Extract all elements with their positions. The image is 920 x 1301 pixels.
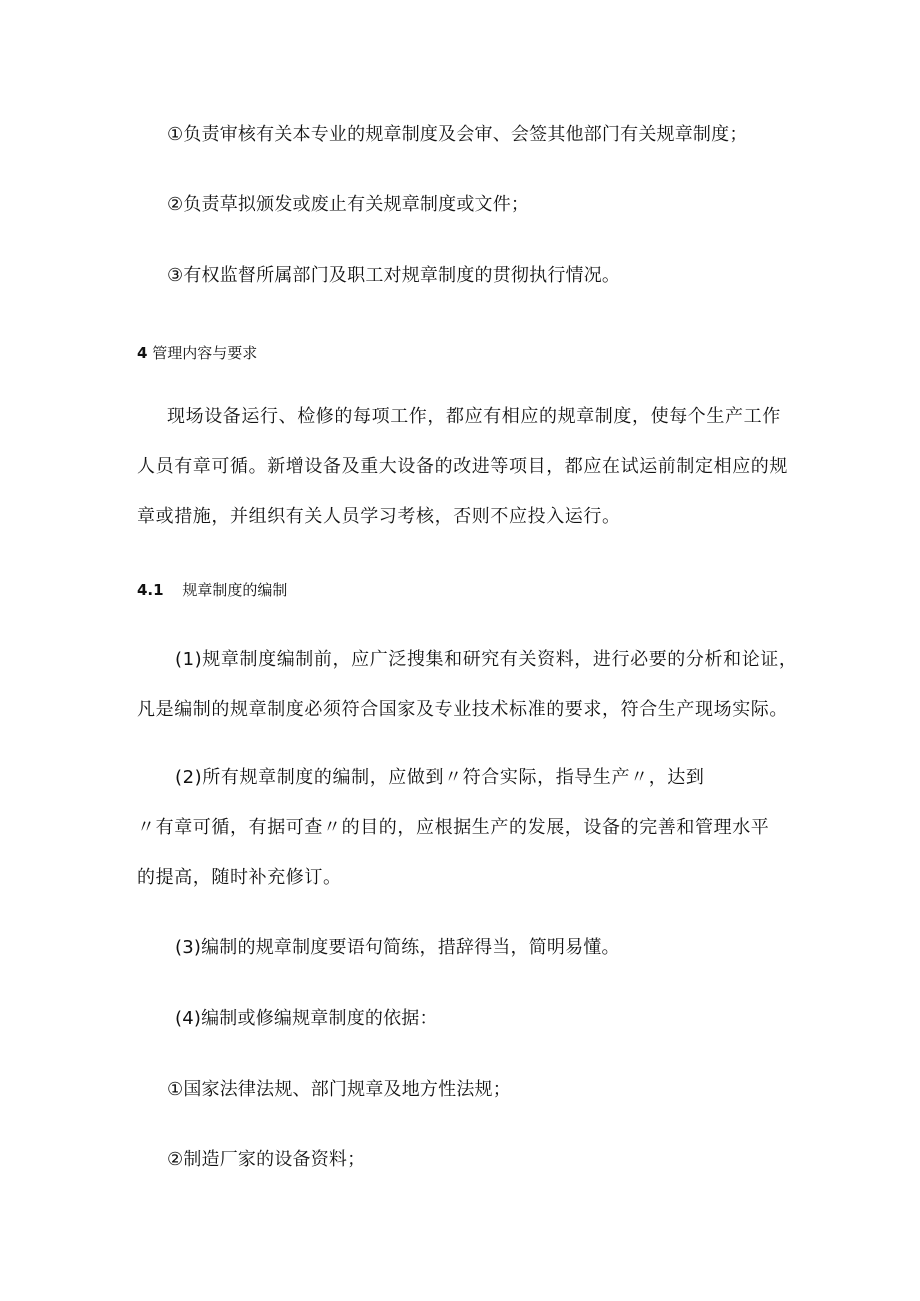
- intro-line-2: 人员有章可循。新增设备及重大设备的改进等项目，都应在试运前制定相应的规: [137, 456, 788, 477]
- clause-2-line-1: (2)所有规章制度的编制，应做到〃符合实际，指导生产〃，达到: [175, 767, 705, 788]
- section-4-heading: [137, 343, 257, 363]
- intro-line-1: 现场设备运行、检修的每项工作，都应有相应的规章制度，使每个生产工作: [167, 406, 781, 427]
- item-top-3: ③有权监督所属部门及职工对规章制度的贯彻执行情况。: [167, 265, 621, 286]
- section-4-1-number: 4.1: [137, 581, 164, 599]
- clause-4: (4)编制或修编规章制度的依据：: [175, 1008, 438, 1029]
- item-top-1: ①负责审核有关本专业的规章制度及会审、会签其他部门有关规章制度；: [167, 124, 748, 145]
- basis-item-1: ①国家法律法规、部门规章及地方性法规；: [167, 1079, 511, 1100]
- section-4-1-heading: [137, 580, 287, 600]
- section-4-1-title: 规章制度的编制: [182, 581, 288, 599]
- section-4-number: 4: [137, 344, 148, 362]
- item-top-2: ②负责草拟颁发或废止有关规章制度或文件；: [167, 194, 530, 215]
- section-4-title: 管理内容与要求: [152, 344, 258, 362]
- clause-3: (3)编制的规章制度要语句简练，措辞得当，简明易懂。: [175, 937, 620, 958]
- clause-1-line-1: (1)规章制度编制前，应广泛搜集和研究有关资料，进行必要的分析和论证，: [175, 649, 798, 670]
- clause-2-line-2: 〃有章可循，有据可查〃的目的，应根据生产的发展，设备的完善和管理水平: [137, 817, 770, 838]
- clause-1-line-2: 凡是编制的规章制度必须符合国家及专业技术标准的要求，符合生产现场实际。: [137, 699, 788, 720]
- clause-2-line-3: 的提高，随时补充修订。: [137, 867, 342, 888]
- intro-line-3: 章或措施，并组织有关人员学习考核，否则不应投入运行。: [137, 506, 621, 527]
- basis-item-2: ②制造厂家的设备资料；: [167, 1149, 366, 1170]
